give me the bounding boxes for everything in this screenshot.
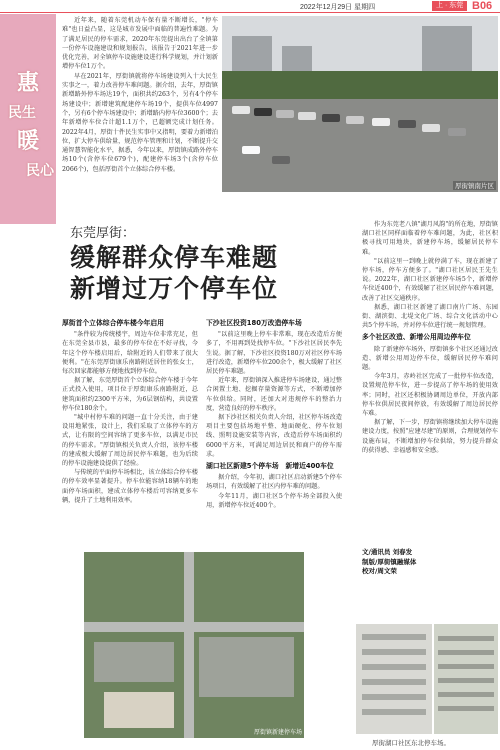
photo-parking-row (362, 709, 426, 715)
column-a-subhead: 厚街首个立体综合停车楼今年启用 (62, 319, 164, 327)
column-b-paragraph: 据下沙社区相关负责人介绍，社区停车场改造项目主要包括场地平整、地面硬化、停车位划线、照明设施安装等内容，改造后停车场面积约6000平方米，可满足周边居民和商户的停车需求。 (206, 414, 342, 458)
credit-line: 制版/厚街镇融媒体 (362, 557, 417, 566)
byline-credits (362, 548, 498, 577)
column-b-paragraph: "以前这里晚上停车非常难，现在改造后方便多了，不用再到处找停车位。"下沙社区居民李先生说。据了解，下沙社区投资180万对社区停车场进行改造，新增停车位200余个，极大缓解了社区居民停车难题。 (206, 331, 342, 376)
photo-building (282, 46, 312, 71)
column-c-paragraph: 除了新建停车场外，厚街镇多个社区还通过改造、新增公用周边停车位，缓解居民停车难问题。 (362, 345, 498, 372)
parking-lot-photo (222, 16, 498, 192)
column-a-paragraph: 与传统的平面停车场相比，该立体综合停车楼的停车效率显著提升。停车位能容纳18辆车的地面停车场面积，建成立体停车楼后可容纳更多车辆，提升了土地利用效率。 (62, 469, 198, 504)
photo-building-roof (104, 692, 174, 728)
column-a-paragraph: 据了解，东莞厚街首个立体综合停车楼于今年正式投入使用，项目位于厚街康乐南路附近，总建筑面积约2300平方米，为6层钢结构，共设置停车位180余个。 (62, 377, 198, 412)
photo-parking-row (438, 636, 494, 641)
column-c-paragraph: "以前这里一到晚上就停满了车，现在新建了停车场，停车方便多了。"湖口社区居民王先生说。2022年，湖口社区新建停车场5个，新增停车位近400个，有效缓解了社区居民停车难问题，改善了社区交通秩序。 (362, 257, 498, 302)
photo-parking-row (438, 678, 494, 683)
photo-parking-area (94, 642, 174, 682)
photo-parking-row (438, 664, 494, 669)
photo-parking-area (199, 637, 294, 697)
photo-car (346, 116, 364, 124)
photo-parking-row (362, 679, 426, 685)
sidebar-glyph-hui: 惠 (16, 71, 39, 96)
photo-car (398, 120, 416, 128)
column-a-paragraph: "条件较为传统楼宇，周边车位非常充足，但在东莞全县市县，最多的停车位在不好寻找，今年这个停车楼启用后，给附近的人们带来了很大便利。"在东莞厚街康乐南路附近居住的张女士，每次回家都能够方便地找到停车位。 (62, 331, 198, 376)
photo-parking-row (438, 706, 494, 711)
photo-car (322, 114, 340, 122)
page-header (0, 0, 500, 14)
bottom-photo-caption: 厚街湖口社区东北停车场。 (372, 740, 450, 747)
credit-line: 文/通讯员 刘春发 (362, 548, 413, 556)
photo2-caption: 厚街镇新建停车场 (253, 730, 302, 736)
column-c-paragraph: 据悉，湖口社区新建了湖口南片广场、东园街、湖滨街、北堤文化广场、综合文化活动中心共5个停车场，并对停车位进行统一规划管理。 (362, 303, 498, 330)
column-a-paragraph: "城中村停车难的问题一直十分关注，由于建设用地紧张，设计上，我们采取了立体停车的方式，让有限的空间容纳了更多车位，以满足市民的停车需求。"厚街镇相关负责人介绍，该停车楼的建成极大缓解了周边居民停车难题，也为后续的停车设施建设提供了经验。 (62, 414, 198, 468)
issue-date: 2022年12月29日 星期四 (300, 4, 376, 11)
photo-car (448, 128, 466, 136)
column-c-subhead: 多个社区改造、新增公用周边停车位 (362, 333, 471, 342)
photo-car (254, 108, 272, 116)
sidebar-glyph-minsheng: 民生 (8, 105, 36, 121)
sidebar-banner (0, 14, 56, 224)
photo-parking-row (362, 649, 426, 655)
parking-photo-small-right (434, 624, 498, 734)
photo-car (242, 146, 260, 154)
headline-kicker: 东莞厚街： (70, 226, 136, 241)
parking-photo-small-left (356, 624, 432, 734)
page-number: B06 (472, 0, 493, 12)
photo-parking-row (438, 650, 494, 655)
photo-car (372, 118, 390, 126)
photo-road (184, 552, 194, 738)
column-b-paragraph: 今年11月，湖口社区5个停车场全部投入使用，新增停车位近400个。 (206, 492, 342, 509)
headline-line1: 缓解群众停车难题 (70, 243, 279, 272)
intro-paragraph: 近年来，随着东莞机动车保有量不断增长，"停车难"也日益凸显，这是城市发展中面临的普遍性难题。为了满足居民的停车需求，2020年东莞提出出台了全镇第一份停车设施建设和规划报告，该报告于2021年进一步优化完善，对全镇停车设施建设进行科学规划，并计划新增停车位1万个。 (62, 17, 218, 71)
photo-parking-row (362, 634, 426, 640)
column-c-paragraph: 今年3月，赤岭社区完成了一批停车位改造，设置规范停车位，进一步提高了停车场的使用效率；同时，社区还积极协调周边单位，开放内部停车位供居民夜间停放，有效缓解了周边居民停车难。 (362, 373, 498, 418)
headline (70, 242, 278, 304)
photo1-caption: 厚街镇南片区 (455, 183, 494, 190)
photo-building (422, 26, 472, 71)
photo-car (298, 112, 316, 120)
photo-car (272, 156, 290, 164)
section-tag: 上 · 东莞 (432, 1, 467, 11)
credit-line: 校对/周文荣 (362, 567, 397, 575)
photo-car (422, 124, 440, 132)
headline-line2: 新增过万个停车位 (70, 274, 279, 303)
photo-parking-row (362, 664, 426, 670)
intro-text (62, 16, 218, 174)
column-b-subhead: 下沙社区投资180万改造停车场 (206, 319, 302, 327)
photo-road (84, 622, 304, 632)
photo-building (232, 36, 272, 71)
photo-parking-row (438, 692, 494, 697)
photo-parking-row (362, 694, 426, 700)
aerial-parking-photo (84, 552, 304, 738)
photo-trees (222, 71, 498, 99)
column-c-paragraph: 作为东莞老八镇"湖月风韵"的所在地，厚街镇湖口社区同样面临着停车难问题，为此，社区积极寻找可用地块，新建停车场，缓解居民停车难。 (362, 221, 498, 256)
column-a (62, 316, 198, 505)
photo-car (276, 110, 294, 118)
photo-car (232, 106, 250, 114)
column-b (206, 316, 342, 510)
column-b-paragraph: 据介绍，今年初，湖口社区启动新建5个停车场项目，有效缓解了社区内停车难的问题。 (206, 474, 342, 491)
intro-paragraph: 早在2021年，厚街镇就将停车场建设列入十大民生实事之一，着力改善停车难问题。据介绍，去年，厚街镇新增路外停车场达19个，面积共约263个，另有4个停车场建设中；新增建筑配建停车场19个，提供车位4997个，另有6个停车场建设中；新增路内停车位3600个；去年新增停车位合计超1.1万个，已超额完成计划任务。2022年4月，厚街十件民生实事中又指明，要着力新增泊位，扩大停车供给量，规范停车管理和计划，不断提升交通智慧智能化水平，据悉，今年以来，厚街镇成路外停车场10个(含停车位679个)，配建停车场3个(含停车位2066个)，包括厚街首个立体综合停车楼。 (62, 72, 218, 173)
column-c-paragraph: 据了解，下一步，厚街镇将继续加大停车设施建设力度，按照"应建尽建"的原则，合理规划停车设施布局，不断增加停车位供给，努力提升群众的获得感、幸福感和安全感。 (362, 419, 498, 454)
sidebar-glyph-minxin: 民心 (26, 163, 54, 179)
column-b-paragraph: 近年来，厚街镇深入推进停车场建设，通过整合闲置土地、挖掘存量资源等方式，不断增加停车位供给。同时，还加大对违规停车的整治力度，营造良好的停车秩序。 (206, 377, 342, 412)
header-rule (0, 12, 500, 13)
sidebar-glyph-nuan: 暖 (16, 129, 39, 154)
column-b-subhead-2: 湖口社区新建5个停车场 新增近400车位 (206, 462, 334, 471)
column-c (362, 220, 498, 455)
